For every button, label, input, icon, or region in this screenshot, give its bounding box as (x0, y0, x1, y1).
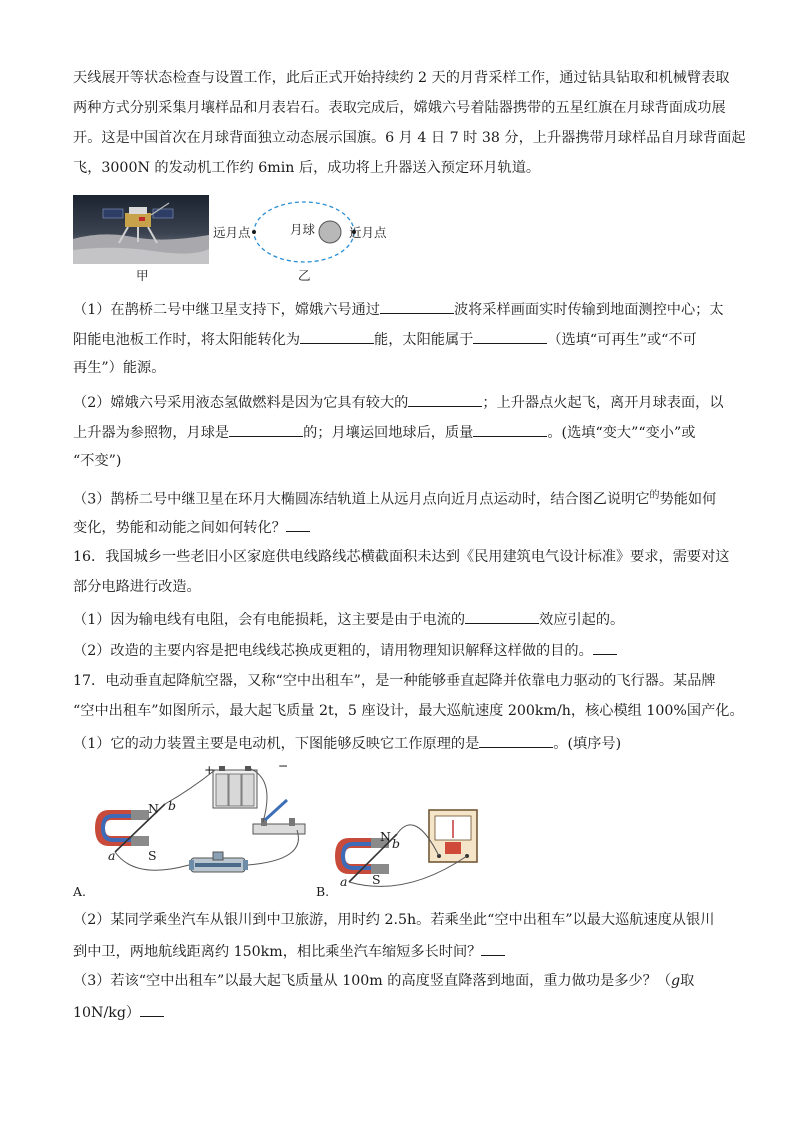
q15-part2-line1: （2）嫦娥六号采用液态氢做燃料是因为它具有较大的 ；上升器点火起飞，离开月球表面，以 (73, 391, 724, 413)
option-label-b: B. (316, 884, 330, 899)
knife-switch (253, 800, 305, 834)
galvanometer (429, 810, 477, 862)
q17-part3-line2: 10N/kg） (73, 1001, 164, 1023)
figure-label-jia: 甲 (136, 268, 149, 283)
q15-part1-line1: （1）在鹊桥二号中继卫星支持下，嫦娥六号通过 波将采样画面实时传输到地面测控中心；太 (73, 298, 724, 320)
battery-plus: + (204, 762, 215, 777)
answer-blank[interactable] (286, 516, 310, 532)
wire (248, 830, 298, 865)
answer-blank[interactable] (140, 1001, 164, 1017)
pole-n-b: N (380, 829, 391, 844)
q16-part2: （2）改造的主要内容是把电线线芯换成更粗的，请用物理知识解释这样做的目的。 (73, 639, 617, 661)
answer-blank[interactable] (229, 421, 303, 437)
moon-circle (319, 221, 341, 243)
answer-blank[interactable] (300, 328, 374, 344)
q15-part3-line1: （3）鹊桥二号中继卫星在环月大椭圆冻结轨道上从远月点向近月点运动时，结合图乙说明它$^的$势能如何 (73, 490, 717, 508)
answer-blank[interactable] (481, 940, 505, 956)
far-point-label: 远月点 (213, 225, 251, 240)
point-a-label-a: a (108, 848, 116, 863)
answer-blank[interactable] (380, 298, 454, 314)
near-point-label: 近月点 (349, 225, 387, 240)
q17-stem-line2: “空中出租车”如图所示，最大起飞质量 2t，5 座设计，最大巡航速度 200km/h，核心模组 100%国产化。 (73, 703, 744, 719)
intro-line-2: 两种方式分别采集月壤样品和月表岩石。表取完成后，嫦娥六号着陆器携带的五星红旗在月球背面成功展 (73, 100, 726, 116)
far-point-dot (252, 230, 256, 234)
intro-line-4: 飞，3000N 的发动机工作约 6min 后，成功将上升器送入预定环月轨道。 (73, 160, 541, 176)
q16-stem-line1: 16．我国城乡一些老旧小区家庭供电线路线芯横截面积未达到《民用建筑电气设计标准》要求，需要对这 (73, 549, 730, 565)
intro-line-3: 开。这是中国首次在月球背面独立动态展示国旗。6 月 4 日 7 时 38 分，上升器携带月球样品自月球背面起 (73, 130, 746, 146)
figure-label-yi: 乙 (298, 268, 311, 283)
point-b-label-a: b (168, 798, 177, 813)
q17-part2-line1: （2）某同学乘坐汽车从银川到中卫旅游，用时约 2.5h。若乘坐此“空中出租车”以最大巡航速度从银川 (73, 912, 715, 928)
experiment-a-diagram (95, 760, 310, 896)
answer-blank[interactable] (479, 732, 553, 748)
answer-blank[interactable] (465, 608, 539, 624)
sliding-rheostat (189, 852, 248, 872)
q17-part1: （1）它的动力装置主要是电动机，下图能够反映它工作原理的是 。(填序号) (73, 732, 621, 754)
q15-part3-line2: 变化，势能和动能之间如何转化？ (73, 516, 310, 538)
battery-pack (213, 766, 257, 808)
q16-part1: （1）因为输电线有电阻，会有电能损耗，这主要是由于电流的 效应引起的。 (73, 608, 624, 630)
q15-part2-line3: “不变”) (73, 453, 122, 469)
q17-part3-line1: （3）若该“空中出租车”以最大起飞质量从 100m 的高度竖直降落到地面，重力做功是多少？（g取 (73, 973, 695, 989)
battery-minus: − (278, 758, 289, 773)
answer-blank[interactable] (473, 421, 547, 437)
pole-n-a: N (148, 801, 159, 816)
experiment-b-diagram (335, 798, 485, 894)
point-a-label-b: a (340, 874, 348, 889)
q15-part1-line2: 阳能电池板工作时，将太阳能转化为 能，太阳能属于 （选填“可再生”或“不可 (73, 328, 697, 350)
q15-part2-line2: 上升器为参照物，月球是 的；月壤运回地球后，质量 。(选填“变大”“变小”或 (73, 421, 695, 443)
intro-line-1: 天线展开等状态检查与设置工作，此后正式开始持续约 2 天的月背采样工作，通过钻具钻取和机械臂表取 (73, 70, 730, 86)
pole-s-a: S (148, 848, 157, 863)
answer-blank[interactable] (593, 639, 617, 655)
point-b-label-b: b (392, 836, 401, 851)
answer-blank[interactable] (473, 328, 547, 344)
q17-stem-line1: 17．电动垂直起降航空器，又称“空中出租车”，是一种能够垂直起降并依靠电力驱动的飞行器。某品牌 (73, 673, 716, 689)
q15-part1-line3: 再生”）能源。 (73, 360, 166, 376)
option-label-a: A. (73, 884, 87, 899)
q17-part2-line2: 到中卫，两地航线距离约 150km，相比乘坐汽车缩短多长时间？ (73, 940, 505, 962)
pole-s-b: S (372, 872, 381, 887)
answer-blank[interactable] (408, 391, 482, 407)
q16-stem-line2: 部分电路进行改造。 (73, 579, 201, 595)
moon-label: 月球 (290, 222, 316, 237)
lander-photo (73, 195, 209, 264)
